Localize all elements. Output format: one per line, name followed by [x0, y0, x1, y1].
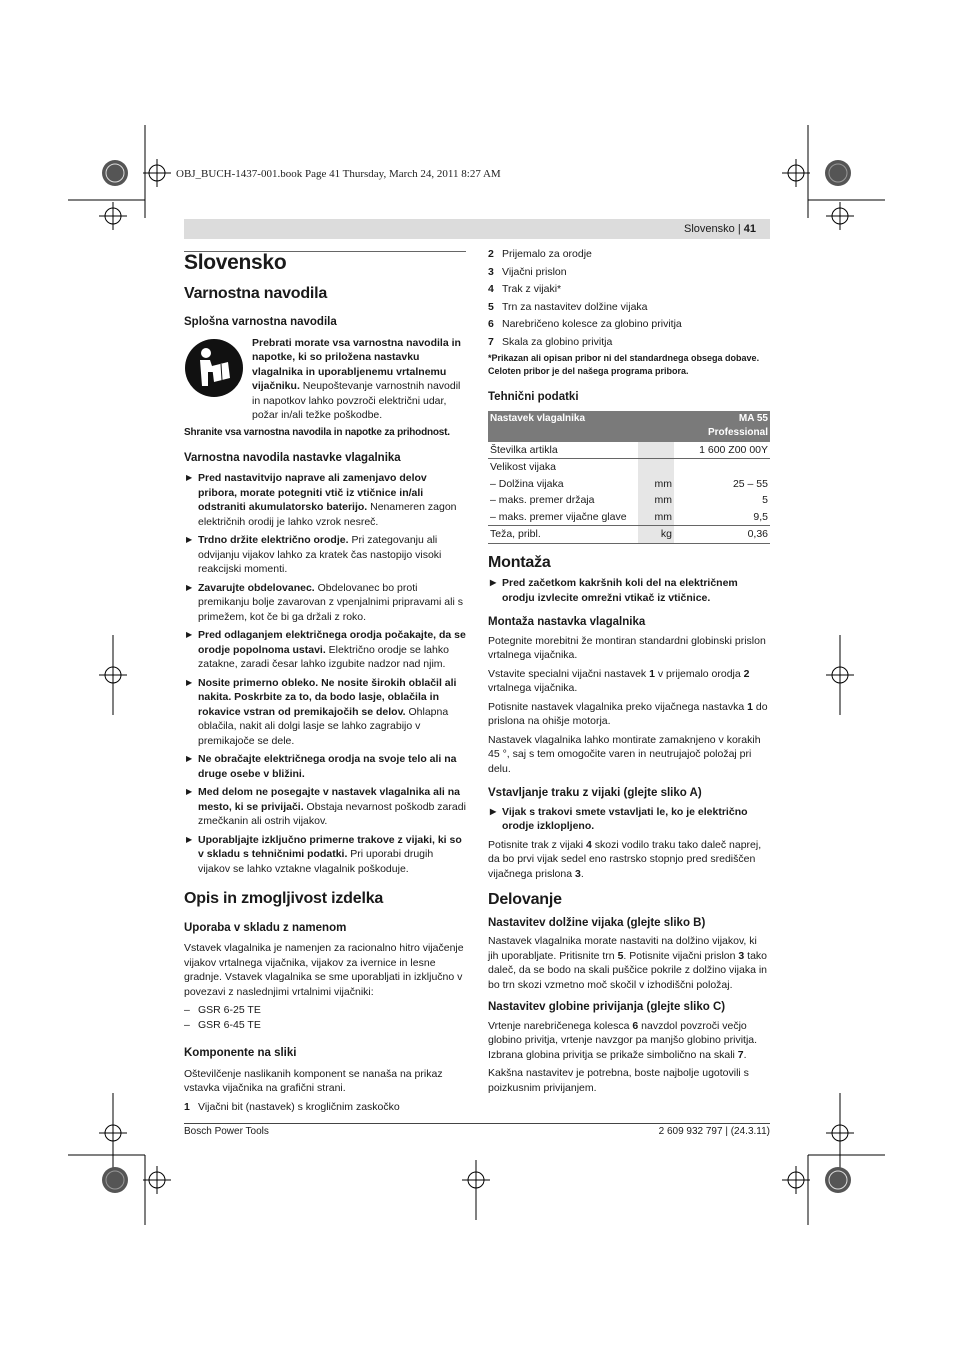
component-label: Trn za nastavitev dolžine vijaka: [502, 300, 648, 313]
mount-paragraph: [488, 700, 770, 729]
spec-label: – maks. premer držaja: [490, 494, 595, 506]
read-manual-icon: [184, 338, 244, 398]
text: . Potisnite vijačni prislon: [623, 949, 739, 962]
component-item: [488, 317, 770, 332]
assembly-heading: Montaža: [488, 553, 551, 571]
bullet-bold: Med delom ne posegajte v nastavek vlagalnika ali na mesto, ki se privijači.: [198, 786, 461, 813]
length-paragraph: [488, 934, 770, 992]
depth-paragraph: Kakšna nastavitev je potrebna, boste najbolje ugotovili s poizkusnim privijanjem.: [488, 1067, 749, 1094]
safety-heading: Varnostna navodila: [184, 284, 328, 302]
text: .: [580, 867, 584, 880]
bullet-bold: Trdno držite električno orodje.: [198, 534, 349, 546]
model-name: GSR 6-25 TE: [198, 1004, 261, 1016]
spec-unit: mm: [638, 492, 674, 509]
intended-use-heading: Uporaba v skladu z namenom: [184, 921, 347, 934]
text: Potisnite nastavek vlagalnika preko vijačnega nastavka: [488, 700, 748, 713]
depth-paragraph: [488, 1019, 770, 1063]
mount-paragraph: [488, 667, 770, 696]
technical-data-table: [488, 411, 770, 544]
model-item: – GSR 6-45 TE: [184, 1018, 261, 1031]
bullet-text: Pri uporabi drugih vijakov se lahko vztakne vlagalnik poškoduje.: [198, 848, 434, 875]
component-number: 7: [488, 335, 494, 348]
page-number: 41: [743, 223, 756, 235]
component-number: 6: [488, 318, 494, 330]
book-info-line: OBJ_BUCH-1437-001.book Page 41 Thursday, March 24, 2011 8:27 AM: [176, 168, 501, 180]
bullet-bold: Uporabljajte izključno primerne trakove z vijaki, ki so v skladu s tehničnimi podatki.: [198, 833, 462, 860]
ref-number: 6: [632, 1019, 639, 1032]
technical-data-heading: Tehnični podatki: [488, 391, 579, 403]
text: Vrtenje narebričenega kolesca: [488, 1019, 633, 1032]
ref-number: 1: [649, 667, 655, 680]
ref-number: 1: [747, 700, 753, 713]
text: Potisnite trak z vijaki: [488, 838, 587, 851]
bullet-bold: Ne obračajte električnega orodja na svoje telo ali na druge osebe v bližini.: [198, 753, 457, 780]
spec-label: – Dolžina vijaka: [490, 477, 564, 490]
bullet-bold: Pred nastavitvijo naprave ali zamenjavo delov pribora, morate potegniti vtič iz vtičnice in/ali odstraniti akumulatorsko baterijo.: [198, 472, 427, 513]
table-head-model-line2: Professional: [707, 427, 768, 438]
ref-number: 3: [574, 867, 581, 880]
component-item: [488, 265, 770, 280]
model-name: GSR 6-45 TE: [198, 1018, 261, 1031]
mount-paragraph: Potegnite morebitni že montiran standardni globinski prislon vrtalnega vijačnika.: [488, 634, 766, 661]
left-column: [184, 251, 466, 1117]
assembly-bullet: ▶ Pred začetkom kakršnih koli del na električnem orodju izvlecite omrežni vtikač iz vtičnice.: [490, 577, 738, 604]
table-head-model: MA 55: [738, 412, 768, 424]
mount-paragraph: Nastavek vlagalnika lahko montirate zamaknjeno v korakih 45 °, saj s tem omogočite varen in neutrujajoč položaj pri delu.: [488, 733, 761, 775]
warning-bold-text: Prebrati morate vsa varnostna navodila in napotke, ki so priložena nastavku vlagalnika in uporabljenemu vrtalnemu vijačniku.: [252, 336, 461, 392]
spec-unit: mm: [638, 476, 674, 493]
ref-number: 4: [586, 838, 592, 851]
bullet-text: Električno orodje se lahko zatakne, zaradi česar lahko izgubite nadzor nad njim.: [198, 643, 449, 670]
component-label: Vijačni prislon: [502, 265, 567, 278]
component-label: Skala za globino privitja: [502, 335, 613, 348]
component-number: 5: [488, 300, 494, 313]
bullet-text: Ohlapna oblačila, nakit ali dolgi lasje se lahko zagrabijo v premikajoče se dele.: [198, 705, 449, 747]
safety-bullet: ▶ Uporabljajte izključno primerne trakove z vijaki, ki so v skladu s tehničnimi podatki. Pri uporabi drugih vijakov se lahko vztakne vlagalnik poškoduje.: [186, 833, 462, 875]
component-label: Narebričeno kolesce za globino privitja: [502, 318, 682, 330]
intended-use-text: Vstavek vlagalnika je namenjen za racionalno hitro vijačenje vijakov vrtalnega vijačnika, vijakov za ivernice in lesne gradnje. Vstavek vlagalnika se sme uporabljati in izključno v povezavi z naslednjimi vrtalnimi vijačniki:: [184, 942, 464, 998]
text: vrtalnega vijačnika.: [488, 682, 578, 694]
weight-label: Teža, pribl.: [488, 526, 638, 544]
safety-bullet: ▶ Zavarujte obdelovanec. Obdelovanec bo proti premikanju bolje zavarovan z vpenjalnimi pripravami ali s primežem, kot če bi ga držali z roko.: [186, 581, 463, 623]
text: do prislona na ohišje motorja.: [488, 700, 768, 727]
operation-heading: Delovanje: [488, 891, 562, 908]
text: navzdol povzroči večjo globino privitja, vrtenje navzgor pa manjšo globino privitja. Izbrana globina privitja se prikaže simbolično na skali: [488, 1019, 758, 1061]
components-text: Oštevilčenje naslikanih komponent se nanaša na prikaz vstavka vijačnika na grafični strani.: [184, 1067, 443, 1094]
text: Vstavite specialni vijačni nastavek: [488, 667, 650, 680]
spec-value: 5: [762, 494, 768, 506]
text: .: [743, 1048, 747, 1061]
footer-doc-number: 2 609 932 797 | (24.3.11): [658, 1126, 770, 1137]
right-column: [488, 247, 770, 1099]
component-item: [488, 335, 770, 350]
tape-paragraph: [488, 838, 770, 882]
bullet-text: Pri zategovanju ali odvijanju vijakov lahko za kratek čas nastopijo visoki reakcijski momenti.: [198, 534, 442, 575]
article-value: 1 600 Z00 00Y: [674, 442, 770, 459]
spec-value: 25 – 55: [732, 477, 768, 490]
header-separator: |: [734, 223, 744, 235]
component-item: [488, 247, 770, 262]
product-description-heading: Opis in zmogljivost izdelka: [184, 890, 384, 907]
ref-number: 7: [737, 1048, 744, 1061]
component-label: Trak z vijaki*: [502, 283, 562, 295]
model-item: – GSR 6-25 TE: [184, 1004, 261, 1016]
component-item: [488, 300, 770, 315]
text: skozi vodilo traku tako daleč naprej, da bo prvi vijak sedel eno rastrsko stopnjo pred središčen vijačnega prislona: [488, 838, 762, 880]
bullet-text: Obdelovanec bo proti premikanju bolje zavarovan z vpenjalnimi pripravami ali s primežem, kot če bi ga držali z roko.: [198, 581, 463, 623]
weight-value: 0,36: [674, 526, 770, 544]
ref-number: 2: [743, 667, 750, 680]
warning-block: [184, 336, 466, 426]
safety-bullet: ▶ Ne obračajte električnega orodja na svoje telo ali na druge osebe v bližini.: [186, 753, 457, 780]
footer-brand: Bosch Power Tools: [184, 1126, 269, 1137]
table-head-product: Nastavek vlagalnika: [488, 411, 638, 442]
bullet-bold: Nosite primerno obleko. Ne nosite širokih oblačil ali nakita. Poskrbite za to, da bodo lasje, oblačila in rokavice vstran od premikajočih se delov.: [198, 676, 457, 718]
article-label: Številka artikla: [488, 442, 638, 459]
tape-bullet-text: Vijak s trakovi smete vstavljati le, ko je električno orodje izklopljeno.: [502, 805, 748, 832]
tape-heading: Vstavljanje traku z vijaki (glejte sliko A): [488, 787, 702, 799]
component-item: [184, 1100, 466, 1115]
length-heading: Nastavitev dolžine vijaka (glejte sliko B): [488, 916, 706, 929]
weight-unit: kg: [638, 526, 674, 544]
text: Nastavek vlagalnika morate nastaviti na dolžino vijakov, ki jih uporabljate. Pritisnite trn: [488, 935, 757, 962]
component-label: Prijemalo za orodje: [502, 248, 592, 260]
assembly-bullet-text: Pred začetkom kakršnih koli del na električnem orodju izvlecite omrežni vtikač iz vtičnice.: [502, 577, 738, 604]
component-number: 2: [488, 248, 494, 260]
safety-bullet: ▶ Nosite primerno obleko. Ne nosite širokih oblačil ali nakita. Poskrbite za to, da bodo lasje, oblačila in rokavice vstran od premikajočih se delov. Ohlapna oblačila, nakit ali dolgi lasje se lahko zagrabijo v premikajoče se dele.: [186, 676, 457, 747]
depth-heading: Nastavitev globine privijanja (glejte sliko C): [488, 1001, 726, 1013]
bullet-text: Obstaja nevarnost poškodb zaradi zmečkanin ali ostrih vijakov.: [198, 800, 466, 827]
component-number: 1: [184, 1100, 190, 1113]
header-language: Slovensko: [684, 223, 735, 235]
tape-bullet: ▶ Vijak s trakovi smete vstavljati le, ko je električno orodje izklopljeno.: [490, 805, 748, 832]
spec-unit: mm: [638, 509, 674, 526]
ref-number: 3: [738, 949, 745, 962]
page-title: Slovensko: [184, 251, 287, 274]
safety-bullet: ▶ Med delom ne posegajte v nastavek vlagalnika ali na mesto, ki se privijači. Obstaja nevarnost poškodb zaradi zmečkanin ali ostrih vijakov.: [186, 786, 466, 827]
component-number: 4: [488, 283, 494, 295]
screw-size-label: Velikost vijaka: [490, 461, 556, 473]
general-safety-heading: Splošna varnostna navodila: [184, 316, 337, 328]
warning-text: Neupoštevanje varnostnih navodil in napotkov lahko povzroči električni udar, požar in/ali težke poškodbe.: [252, 380, 461, 421]
spec-label: – maks. premer vijačne glave: [488, 509, 638, 526]
page-header: [184, 219, 770, 239]
mount-heading: Montaža nastavka vlagalnika: [488, 616, 646, 628]
components-heading: Komponente na sliki: [184, 1047, 297, 1059]
bullet-bold: Zavarujte obdelovanec.: [198, 581, 315, 594]
text: v prijemalo orodja: [654, 667, 744, 680]
component-item: [488, 282, 770, 297]
footer-rule: [184, 1123, 770, 1124]
safety-bullet: ▶ Pred odlaganjem električnega orodja počakajte, da se orodje popolnoma ustavi. Električno orodje se lahko zatakne, zaradi česar lahko izgubite nadzor nad njim.: [186, 629, 466, 670]
bullet-text: Nenameren zagon električnih orodij je lahko vzrok nesreč.: [198, 501, 457, 528]
safety-bullet: ▶ Pred nastavitvijo naprave ali zamenjavo delov pribora, morate potegniti vtič iz vtičnice in/ali odstraniti akumulatorsko baterijo. Nenameren zagon električnih orodij je lahko vzrok nesreč.: [186, 472, 457, 528]
bullet-bold: Pred odlaganjem električnega orodja počakajte, da se orodje popolnoma ustavi.: [198, 629, 466, 656]
safety-bullet: ▶ Trdno držite električno orodje. Pri zategovanju ali odvijanju vijakov lahko za kratek čas nastopijo visoki reakcijski momenti.: [186, 534, 442, 575]
spec-value: 9,5: [674, 509, 770, 526]
component-label: Vijačni bit (nastavek) s krogličnim zaskočko: [198, 1100, 400, 1113]
component-number: 3: [488, 265, 494, 278]
text: tako daleč, da se bodo na skali puščice pokrile z dolžino vijaka in bo trn skozi vzmetno moč skočil v izhodiščni položaj.: [488, 949, 767, 991]
ref-number: 5: [617, 949, 624, 962]
attachment-safety-heading: Varnostna navodila nastavke vlagalnika: [184, 451, 401, 464]
accessory-footnote: *Prikazan ali opisan pribor ni del standardnega obsega dobave. Celoten pribor je del našega programa pribora.: [488, 353, 760, 376]
keep-instructions-note: Shranite vsa varnostna navodila in napotke za prihodnost.: [184, 426, 450, 438]
